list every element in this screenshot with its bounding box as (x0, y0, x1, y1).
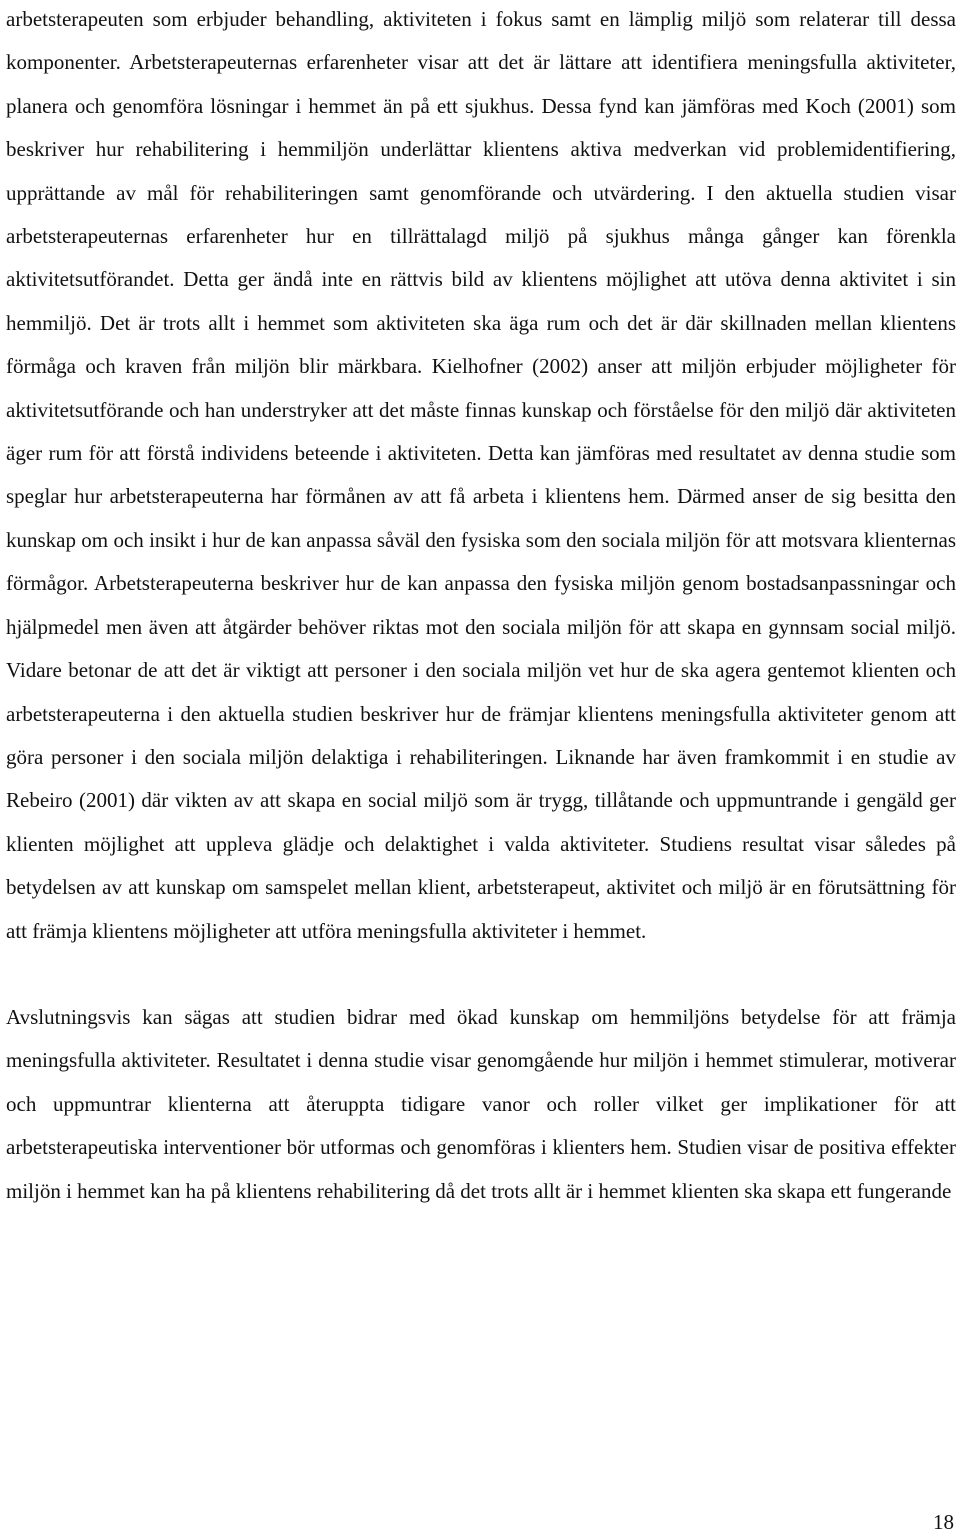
document-page (6, 0, 956, 1213)
page-number: 18 (933, 1510, 954, 1534)
body-paragraph-conclusion: Avslutningsvis kan sägas att studien bidrar med ökad kunskap om hemmiljöns betydelse för att främja meningsfulla aktiviteter. Resultatet i denna studie visar genomgående hur miljön i hemmet stimulerar, motiverar och uppmuntrar klienterna att återuppta tidigare vanor och roller vilket ger implikationer för att arbetsterapeutiska interventioner bör utformas och genomföras i klienters hem. Studien visar de positiva effekter miljön i hemmet kan ha på klientens rehabilitering då det trots allt är i hemmet klienten ska skapa ett fungerande (6, 1004, 956, 1203)
body-paragraph-discussion: arbetsterapeuten som erbjuder behandling, aktiviteten i fokus samt en lämplig miljö som relaterar till dessa komponenter. Arbetsterapeuternas erfarenheter visar att det är lättare att identifiera meningsfulla aktiviteter, planera och genomföra lösningar i hemmet än på ett sjukhus. Dessa fynd kan jämföras med Koch (2001) som beskriver hur rehabilitering i hemmiljön underlättar klientens aktiva medverkan vid problemidentifiering, upprättande av mål för rehabiliteringen samt genomförande och utvärdering. I den aktuella studien visar arbetsterapeuternas erfarenheter hur en tillrättalagd miljö på sjukhus många gånger kan förenkla aktivitetsutförandet. Detta ger ändå inte en rättvis bild av klientens möjlighet att utöva denna aktivitet i sin hemmiljö. Det är trots allt i hemmet som aktiviteten ska äga rum och det är där skillnaden mellan klientens förmåga och kraven från miljön blir märkbara. Kielhofner (2002) anser att miljön erbjuder möjligheter för aktivitetsutförande och han understryker att det måste finnas kunskap och förståelse för den miljö där aktiviteten äger rum för att förstå individens beteende i aktiviteten. Detta kan jämföras med resultatet av denna studie som speglar hur arbetsterapeuterna har förmånen av att få arbeta i klientens hem. Därmed anser de sig besitta den kunskap om och insikt i hur de kan anpassa såväl den fysiska som den sociala miljön för att motsvara klienternas förmågor. Arbetsterapeuterna beskriver hur de kan anpassa den fysiska miljön genom bostadsanpassningar och hjälpmedel men även att åtgärder behöver riktas mot den sociala miljön för att skapa en gynnsam social miljö. Vidare betonar de att det är viktigt att personer i den sociala miljön vet hur de ska agera gentemot klienten och arbetsterapeuterna i den aktuella studien beskriver hur de främjar klientens meningsfulla aktiviteter genom att göra personer i den sociala miljön delaktiga i rehabiliteringen. Liknande har även framkommit i en studie av Rebeiro (2001) där vikten av att skapa en social miljö som är trygg, tillåtande och uppmuntrande i gengäld ger klienten möjlighet att uppleva glädje och delaktighet i valda aktiviteter. Studiens resultat visar således på betydelsen av att kunskap om samspelet mellan klient, arbetsterapeut, aktivitet och miljö är en förutsättning för att främja klientens möjligheter att utföra meningsfulla aktiviteter i hemmet. (6, 7, 956, 943)
